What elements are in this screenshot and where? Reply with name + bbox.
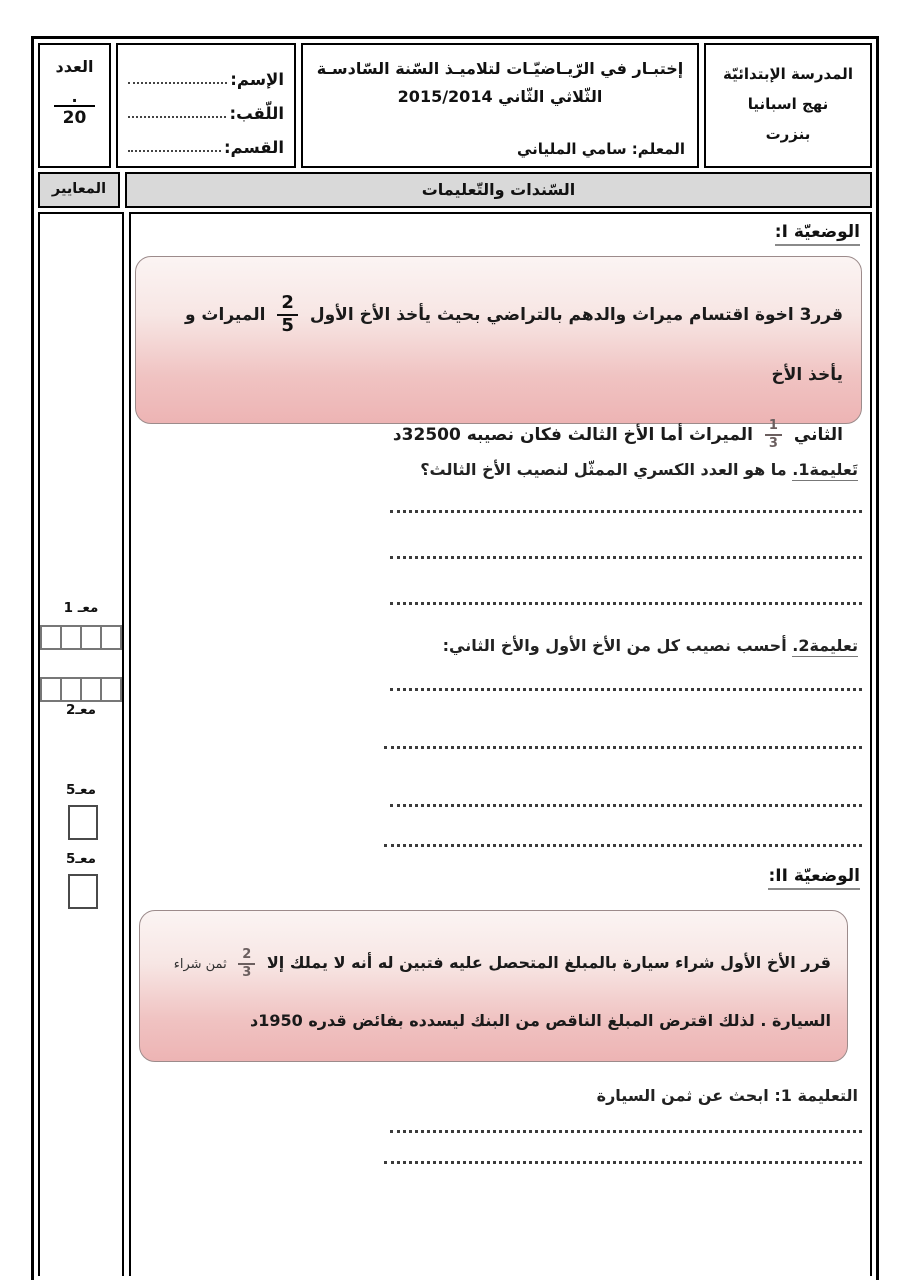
situation1-heading: الوضعيّة I: [775, 222, 860, 242]
page-frame [31, 36, 879, 1280]
header [38, 43, 872, 168]
situation1-task1-label: تَعليمة1. [792, 460, 858, 479]
situation2-statement-box [139, 910, 848, 1062]
student-class-label: القسم: [223, 138, 284, 157]
student-surname-dotted-line [128, 104, 226, 118]
criteria-column [38, 212, 124, 1276]
situation1-text-a: قرر3 اخوة اقتسام ميراث والدهم بالتراضي بحيث يأخذ الأخ الأول [309, 305, 843, 325]
school-city: بنزرت [765, 125, 811, 143]
student-surname-field [126, 89, 284, 123]
criteria-band-title: المعايير [38, 172, 120, 208]
exam-title-cell [301, 43, 699, 168]
situation1-text-c: الثاني [793, 425, 843, 445]
situation1-task1 [420, 460, 858, 479]
answer-line [390, 556, 862, 559]
answer-line [390, 602, 862, 605]
situation2-text-c: السيارة . لذلك اقترض المبلغ الناقص من البنك ليسدده بفائض قدره 1950د [250, 1011, 831, 1030]
situation1-task1-text: ما هو العدد الكسري الممثّل لنصيب الأخ الثالث؟ [420, 460, 787, 479]
situation2-text-b: ثمن شراء [173, 957, 227, 972]
criterion-1-score-boxes [40, 625, 122, 650]
criterion-4-score-box [68, 874, 98, 909]
situation2-text-a: قرر الأخ الأول شراء سيارة بالمبلغ المتحصل عليه فتبين له أنه لا يملك إلا [266, 953, 831, 972]
section-band [38, 172, 872, 208]
criterion-3-label: معـ5 [66, 782, 96, 798]
situation1-task2-text: أحسب نصيب كل من الأخ الأول والأخ الثاني: [442, 636, 787, 655]
situation2-task1-label: التعليمة 1: [774, 1086, 858, 1105]
situation1-text-b: الميراث و يأخذ الأخ [184, 305, 843, 385]
score-blank: . [71, 87, 78, 106]
body [38, 212, 872, 1276]
criterion-2-label: معـ2 [66, 702, 96, 718]
score-label: العدد [55, 57, 94, 76]
answer-line [390, 1130, 862, 1133]
fraction-one-third: $\frac{1}{3}$ [765, 419, 782, 450]
student-class-field [126, 123, 284, 157]
answer-line [384, 746, 862, 749]
student-name-dotted-line [128, 70, 227, 84]
school-street: نهج اسبانيا [747, 95, 829, 113]
school-name: المدرسة الإبتدائيّة [723, 65, 853, 83]
situation1-task2 [443, 636, 858, 655]
exam-title [303, 45, 697, 111]
score-denominator: 20 [54, 105, 96, 128]
answer-line [384, 1161, 862, 1164]
situation2-task1-text: ابحث عن ثمن السيارة [596, 1086, 769, 1105]
criterion-3-score-box [68, 805, 98, 840]
answer-line [390, 804, 862, 807]
situation2-heading: الوضعيّة II: [768, 866, 860, 886]
documents-band-title: السّندات والتّعليمات [125, 172, 872, 208]
situation1-task2-label: تعليمة2. [792, 636, 858, 655]
criterion-1-label: معـ 1 [63, 600, 99, 616]
situation2-task1 [597, 1086, 858, 1105]
exam-title-line1: إختبـار في الرّيـاضيّـات لتلاميـذ السّنة السّادسـة [316, 59, 684, 78]
content-column [129, 212, 872, 1276]
answer-line [390, 688, 862, 691]
answer-line [384, 844, 862, 847]
criterion-2-score-boxes [40, 677, 122, 702]
situation1-text-d: الميراث أما الأخ الثالث فكان نصيبه 32500د [392, 425, 753, 445]
answer-line [390, 510, 862, 513]
score-cell [38, 43, 111, 168]
student-class-dotted-line [128, 138, 221, 152]
student-name-field [126, 55, 284, 89]
fraction-two-fifths: $\frac{2}{5}$ [277, 294, 298, 336]
exam-title-line2: الثّلاثي الثّاني 2015/2014 [397, 87, 603, 106]
student-fields [116, 43, 296, 168]
school-info [704, 43, 872, 168]
student-name-label: الإسم: [230, 70, 284, 89]
teacher-name: المعلم: سامي الملياني [517, 140, 685, 158]
criterion-4-label: معـ5 [66, 851, 96, 867]
situation1-statement-box [135, 256, 862, 451]
fraction-two-thirds: $\frac{2}{3}$ [238, 948, 255, 979]
student-surname-label: اللّقب: [229, 104, 284, 123]
